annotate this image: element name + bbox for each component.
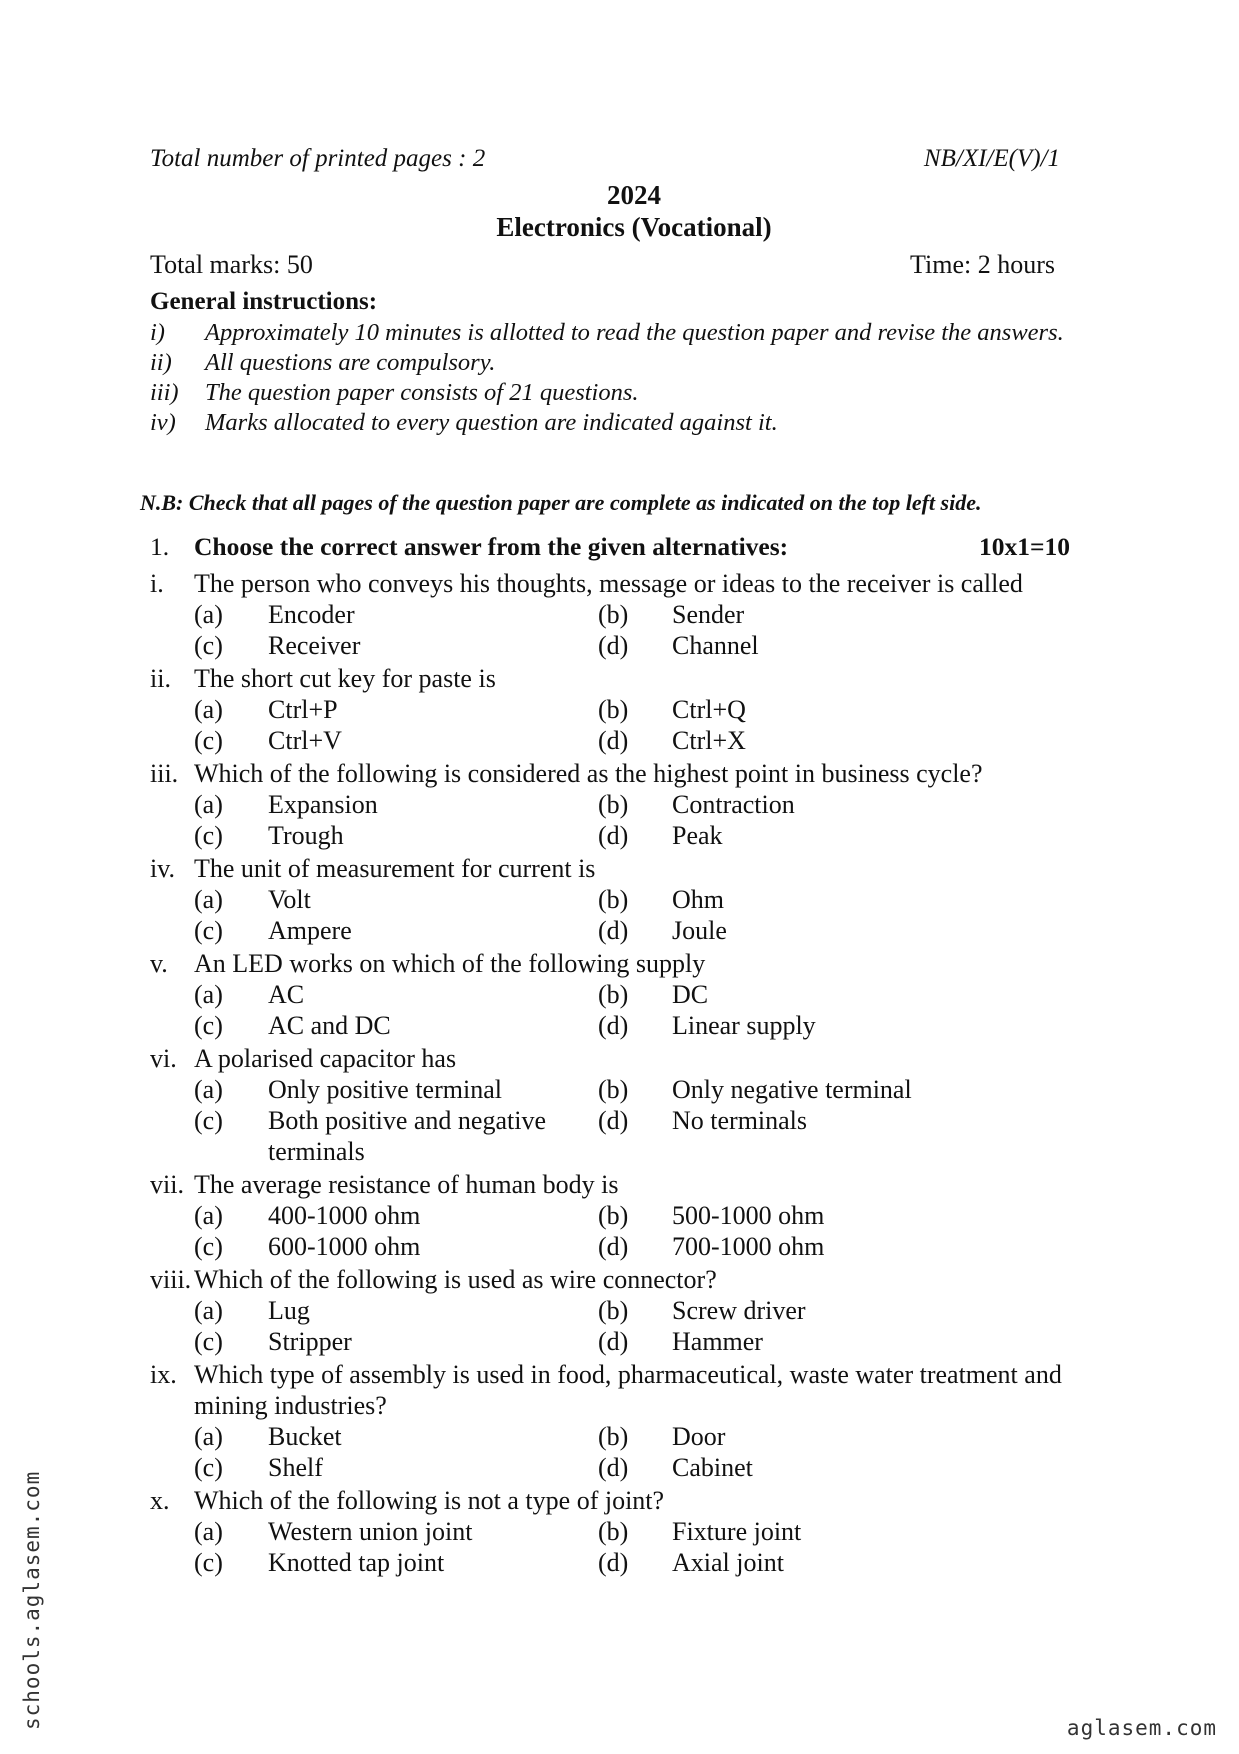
option-d: Peak xyxy=(672,821,723,850)
option-letter-a: (a) xyxy=(194,790,223,819)
option-a: 400-1000 ohm xyxy=(268,1201,421,1230)
option-letter-c: (c) xyxy=(194,916,223,945)
question-line xyxy=(150,1169,1110,1200)
option-b: Door xyxy=(672,1422,726,1451)
option-spacer xyxy=(150,1200,194,1231)
option-letter-a: (a) xyxy=(194,695,223,724)
option-d: Hammer xyxy=(672,1327,763,1356)
question-item xyxy=(150,1169,1110,1262)
question-text: Which type of assembly is used in food, pharmaceutical, waste water treatment and mining industries? xyxy=(194,1360,1062,1420)
option-spacer xyxy=(150,979,194,1010)
question-line xyxy=(150,948,1110,979)
option-d: Joule xyxy=(672,916,727,945)
option-b: Fixture joint xyxy=(672,1517,802,1546)
options-grid xyxy=(150,694,1110,756)
option-a: Expansion xyxy=(268,790,378,819)
option-spacer xyxy=(150,1010,194,1041)
option-letter-c: (c) xyxy=(194,1232,223,1261)
instruction-num: ii) xyxy=(150,349,172,376)
option-c: Shelf xyxy=(268,1453,323,1482)
option-letter-d: (d) xyxy=(598,631,629,660)
option-b: Contraction xyxy=(672,790,795,819)
option-b: Ctrl+Q xyxy=(672,695,746,724)
options-grid xyxy=(150,1421,1110,1483)
question-line xyxy=(150,1264,1110,1295)
question-item xyxy=(150,1043,1110,1167)
option-d: Cabinet xyxy=(672,1453,753,1482)
option-letter-b: (b) xyxy=(598,1422,629,1451)
question-text: The unit of measurement for current is xyxy=(194,854,596,883)
option-a: Encoder xyxy=(268,600,355,629)
option-letter-b: (b) xyxy=(598,695,629,724)
option-c: Stripper xyxy=(268,1327,352,1356)
question-item xyxy=(150,948,1110,1041)
option-letter-a: (a) xyxy=(194,1422,223,1451)
instruction-text: Approximately 10 minutes is allotted to read the question paper and revise the answers. xyxy=(205,319,1064,346)
question-item xyxy=(150,853,1110,946)
question-text: A polarised capacitor has xyxy=(194,1044,457,1073)
option-letter-a: (a) xyxy=(194,1075,223,1104)
instructions-list xyxy=(150,318,1120,438)
option-letter-a: (a) xyxy=(194,1517,223,1546)
option-spacer xyxy=(150,915,194,946)
option-d: Axial joint xyxy=(672,1548,784,1577)
instruction-text: Marks allocated to every question are indicated against it. xyxy=(205,409,778,436)
options-grid xyxy=(150,1295,1110,1357)
question-line xyxy=(150,1043,1110,1074)
option-spacer xyxy=(150,1326,194,1357)
option-d: No terminals xyxy=(672,1106,808,1135)
option-letter-d: (d) xyxy=(598,1011,629,1040)
question-number: x. xyxy=(150,1486,170,1515)
subject-title: Electronics (Vocational) xyxy=(496,212,772,242)
option-c: Knotted tap joint xyxy=(268,1548,445,1577)
option-spacer xyxy=(150,1295,194,1326)
option-spacer xyxy=(150,789,194,820)
option-spacer xyxy=(150,884,194,915)
option-letter-d: (d) xyxy=(598,1232,629,1261)
question-text: The person who conveys his thoughts, message or ideas to the receiver is called xyxy=(194,569,1023,598)
option-spacer xyxy=(150,725,194,756)
option-letter-c: (c) xyxy=(194,1011,223,1040)
question-number: iii. xyxy=(150,759,179,788)
option-letter-c: (c) xyxy=(194,1327,223,1356)
question-number: vi. xyxy=(150,1044,177,1073)
option-letter-b: (b) xyxy=(598,980,629,1009)
instruction-num: iv) xyxy=(150,409,176,436)
marks-time-row xyxy=(150,250,1055,280)
exam-year: 2024 xyxy=(607,180,661,210)
option-letter-b: (b) xyxy=(598,885,629,914)
option-letter-a: (a) xyxy=(194,885,223,914)
option-c: Receiver xyxy=(268,631,361,660)
option-letter-b: (b) xyxy=(598,1296,629,1325)
question-item xyxy=(150,1359,1110,1483)
question-text: The short cut key for paste is xyxy=(194,664,496,693)
option-b: Only negative terminal xyxy=(672,1075,912,1104)
question-list xyxy=(150,568,1110,1580)
option-c: Ctrl+V xyxy=(268,726,342,755)
question-item xyxy=(150,1485,1110,1578)
option-spacer xyxy=(150,1421,194,1452)
option-d: Ctrl+X xyxy=(672,726,746,755)
question-text: Which of the following is not a type of joint? xyxy=(194,1486,665,1515)
option-c: 600-1000 ohm xyxy=(268,1232,421,1261)
option-b: 500-1000 ohm xyxy=(672,1201,825,1230)
option-b: Sender xyxy=(672,600,745,629)
options-grid xyxy=(150,599,1110,661)
option-spacer xyxy=(150,1074,194,1105)
option-a: Only positive terminal xyxy=(268,1075,502,1104)
question-text: The average resistance of human body is xyxy=(194,1170,619,1199)
question-number: ix. xyxy=(150,1360,177,1389)
instruction-item xyxy=(150,318,1120,348)
option-spacer xyxy=(150,630,194,661)
question-number: ii. xyxy=(150,664,171,693)
option-a: Lug xyxy=(268,1296,310,1325)
option-letter-c: (c) xyxy=(194,1453,223,1482)
question-number: iv. xyxy=(150,854,176,883)
option-letter-b: (b) xyxy=(598,1201,629,1230)
option-letter-d: (d) xyxy=(598,726,629,755)
option-c: Both positive and negative terminals xyxy=(268,1106,547,1166)
section-label: Choose the correct answer from the given alternatives: xyxy=(194,532,789,561)
question-item xyxy=(150,1264,1110,1357)
option-a: Bucket xyxy=(268,1422,342,1451)
question-number: viii. xyxy=(150,1265,192,1294)
option-spacer xyxy=(150,599,194,630)
nb-note: N.B: Check that all pages of the question paper are complete as indicated on the top left side. xyxy=(140,490,982,515)
question-text: Which of the following is considered as the highest point in business cycle? xyxy=(194,759,983,788)
instructions-title: General instructions: xyxy=(150,288,378,315)
total-marks: Total marks: 50 xyxy=(150,250,313,279)
option-letter-c: (c) xyxy=(194,1548,223,1577)
option-letter-d: (d) xyxy=(598,821,629,850)
instruction-text: All questions are compulsory. xyxy=(205,349,496,376)
option-letter-b: (b) xyxy=(598,790,629,819)
question-line xyxy=(150,1359,1110,1421)
option-d: Channel xyxy=(672,631,759,660)
option-letter-c: (c) xyxy=(194,726,223,755)
option-letter-a: (a) xyxy=(194,1296,223,1325)
paper-code: NB/XI/E(V)/1 xyxy=(923,145,1060,172)
options-grid xyxy=(150,979,1110,1041)
instruction-item xyxy=(150,348,1120,378)
option-a: AC xyxy=(268,980,305,1009)
section-heading xyxy=(150,532,1070,562)
option-a: Ctrl+P xyxy=(268,695,338,724)
option-letter-d: (d) xyxy=(598,1453,629,1482)
option-c: AC and DC xyxy=(268,1011,391,1040)
option-spacer xyxy=(150,1105,194,1167)
option-spacer xyxy=(150,1231,194,1262)
options-grid xyxy=(150,1200,1110,1262)
option-letter-c: (c) xyxy=(194,821,223,850)
option-b: Ohm xyxy=(672,885,724,914)
option-c: Ampere xyxy=(268,916,352,945)
option-a: Western union joint xyxy=(268,1517,473,1546)
instruction-item xyxy=(150,408,1120,438)
question-line xyxy=(150,1485,1110,1516)
option-letter-a: (a) xyxy=(194,980,223,1009)
option-spacer xyxy=(150,1547,194,1578)
option-d: 700-1000 ohm xyxy=(672,1232,825,1261)
question-line xyxy=(150,663,1110,694)
option-letter-c: (c) xyxy=(194,1106,223,1135)
option-b: Screw driver xyxy=(672,1296,806,1325)
question-item xyxy=(150,568,1110,661)
option-a: Volt xyxy=(268,885,311,914)
option-spacer xyxy=(150,1516,194,1547)
option-spacer xyxy=(150,820,194,851)
options-grid xyxy=(150,884,1110,946)
question-line xyxy=(150,853,1110,884)
question-number: v. xyxy=(150,949,168,978)
instruction-num: iii) xyxy=(150,379,179,406)
time-allowed: Time: 2 hours xyxy=(910,250,1055,279)
option-spacer xyxy=(150,694,194,725)
option-letter-a: (a) xyxy=(194,1201,223,1230)
question-text: Which of the following is used as wire connector? xyxy=(194,1265,717,1294)
section-number: 1. xyxy=(150,532,170,561)
option-letter-c: (c) xyxy=(194,631,223,660)
option-letter-b: (b) xyxy=(598,1075,629,1104)
option-spacer xyxy=(150,1452,194,1483)
instruction-text: The question paper consists of 21 questions. xyxy=(205,379,639,406)
option-letter-d: (d) xyxy=(598,1548,629,1577)
question-line xyxy=(150,568,1110,599)
option-b: DC xyxy=(672,980,709,1009)
header-row xyxy=(150,145,1060,173)
options-grid xyxy=(150,1516,1110,1578)
question-number: vii. xyxy=(150,1170,184,1199)
options-grid xyxy=(150,1074,1110,1167)
side-watermark: schools.aglasem.com xyxy=(20,1470,44,1730)
option-letter-a: (a) xyxy=(194,600,223,629)
question-item xyxy=(150,758,1110,851)
question-number: i. xyxy=(150,569,164,598)
bottom-watermark: aglasem.com xyxy=(1066,1716,1217,1740)
question-item xyxy=(150,663,1110,756)
option-letter-d: (d) xyxy=(598,1327,629,1356)
question-line xyxy=(150,758,1110,789)
option-letter-b: (b) xyxy=(598,600,629,629)
option-letter-b: (b) xyxy=(598,1517,629,1546)
options-grid xyxy=(150,789,1110,851)
instruction-num: i) xyxy=(150,319,165,346)
option-c: Trough xyxy=(268,821,344,850)
option-letter-d: (d) xyxy=(598,916,629,945)
option-d: Linear supply xyxy=(672,1011,816,1040)
printed-pages-note: Total number of printed pages : 2 xyxy=(150,145,486,172)
instruction-item xyxy=(150,378,1120,408)
section-marks: 10x1=10 xyxy=(978,532,1070,561)
question-text: An LED works on which of the following supply xyxy=(194,949,706,978)
option-letter-d: (d) xyxy=(598,1106,629,1135)
